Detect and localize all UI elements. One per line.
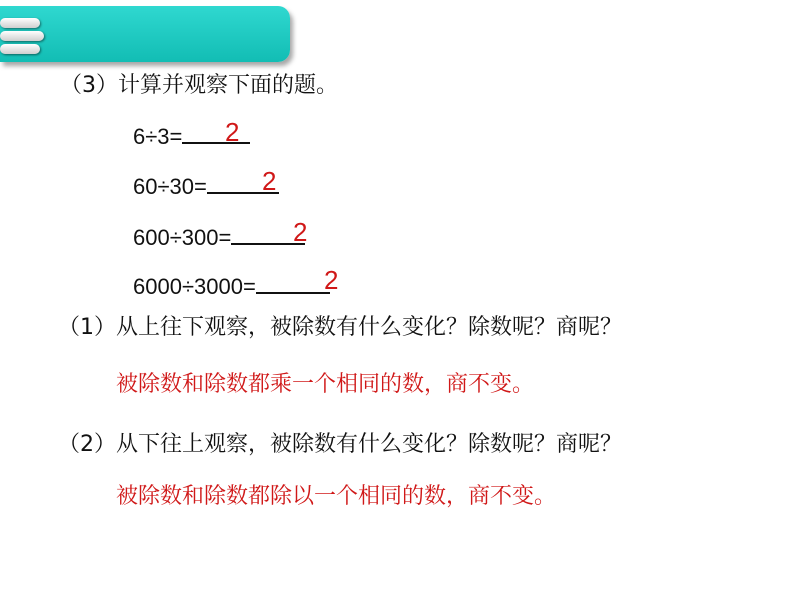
question-2-answer: 被除数和除数都除以一个相同的数，商不变。	[116, 484, 557, 509]
equation-answer: 2	[324, 265, 339, 295]
equation-expr: 60÷30=	[133, 174, 207, 199]
equation-4	[133, 270, 330, 302]
equation-expr: 6÷3=	[133, 124, 183, 149]
equation-expr: 6000÷3000=	[133, 274, 256, 299]
question-1-answer: 被除数和除数都乘一个相同的数，商不变。	[116, 372, 535, 397]
answer-blank	[182, 120, 250, 144]
equation-2	[133, 170, 279, 202]
question-1: （1）从上往下观察，被除数有什么变化？除数呢？商呢？	[58, 315, 622, 340]
equation-expr: 600÷300=	[133, 225, 232, 250]
question-2: （2）从下往上观察，被除数有什么变化？除数呢？商呢？	[58, 432, 622, 457]
title-banner	[0, 6, 290, 62]
equation-answer: 2	[225, 117, 240, 147]
answer-blank	[256, 270, 330, 294]
equation-answer: 2	[293, 217, 308, 247]
section-heading: （3）计算并观察下面的题。	[60, 73, 338, 98]
binder-tabs-icon	[0, 18, 46, 54]
equation-3	[133, 221, 305, 253]
equation-answer: 2	[262, 166, 277, 196]
